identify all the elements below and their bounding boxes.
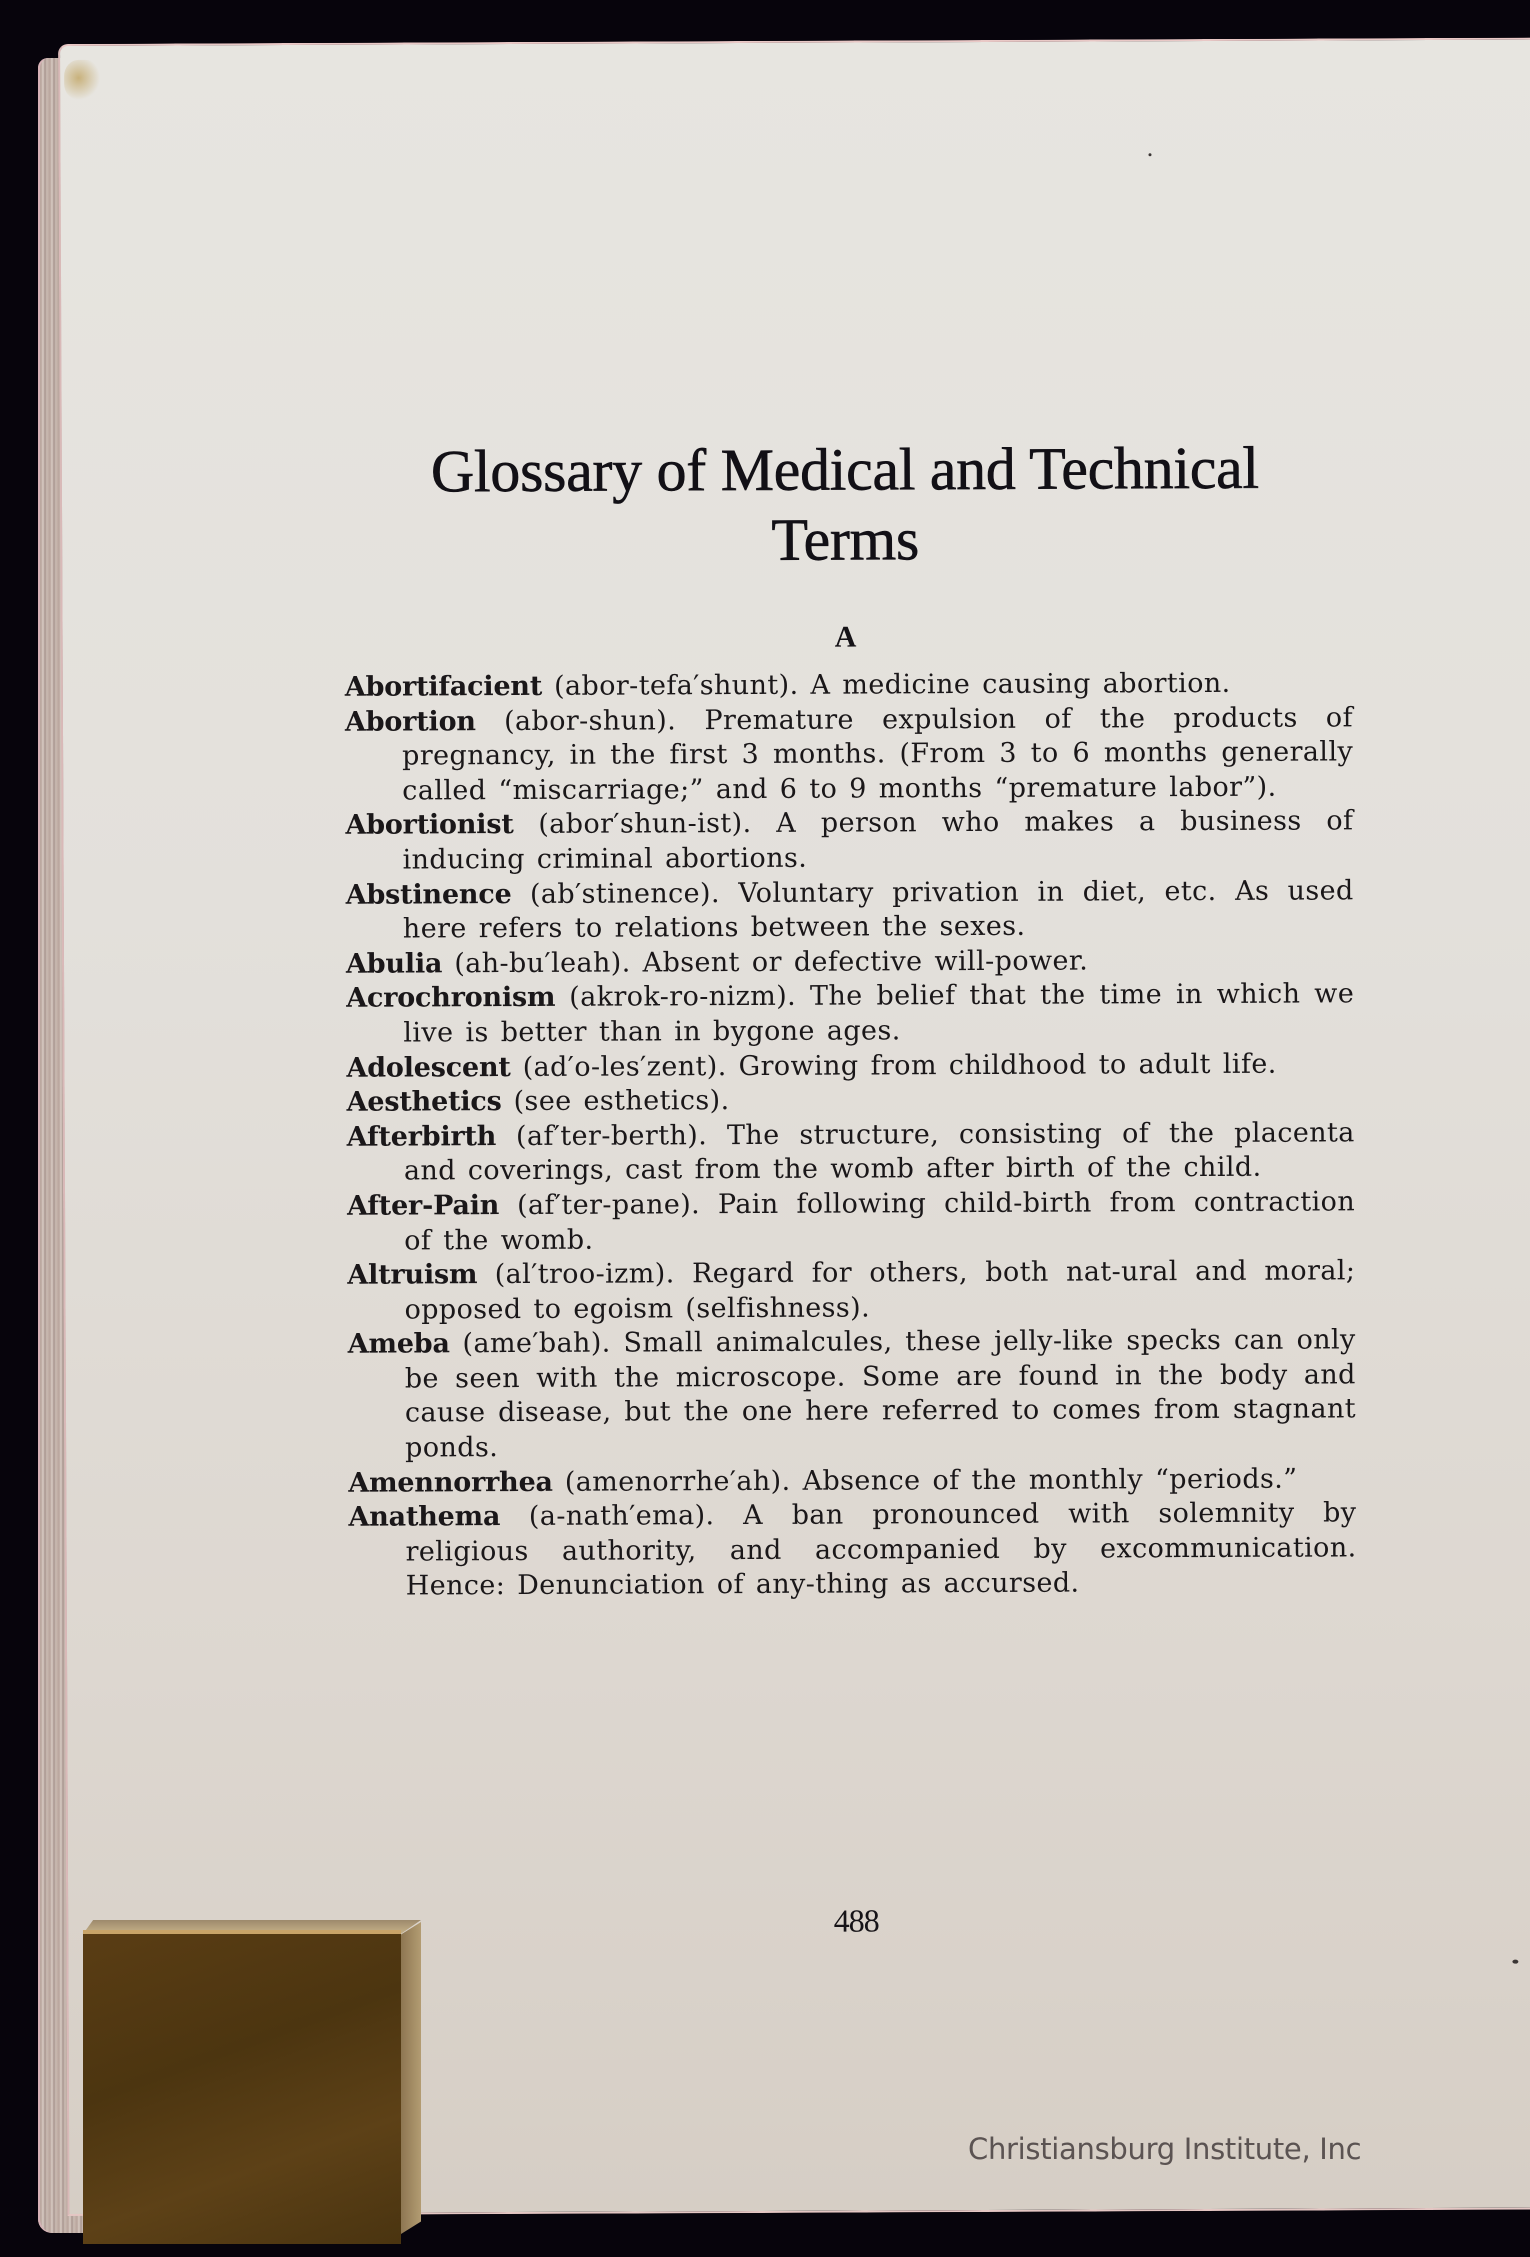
entry-term: Anathema: [348, 1501, 501, 1533]
entry-term: Ameba: [347, 1328, 450, 1361]
entry-pronunciation: (al′troo-izm).: [494, 1258, 675, 1291]
paper-speck: [1148, 153, 1151, 156]
gold-block-side-face: [401, 1922, 421, 2234]
glossary-entry: [348, 1324, 1357, 1467]
entry-term: Aesthetics: [346, 1086, 502, 1118]
entry-term: Amennorrhea: [348, 1466, 553, 1499]
entry-pronunciation: (af′ter-berth).: [515, 1119, 708, 1152]
glossary-entry: [346, 874, 1354, 948]
entry-definition: Small animalcules, these jelly-like specks can only be seen with the microscope. Some are found in the body and cause disease, but the one here referred to comes from stagnant ponds.: [404, 1324, 1357, 1464]
entry-term: Acrochronism: [346, 982, 556, 1015]
entry-pronunciation: (amenorrhe′ah).: [564, 1465, 791, 1498]
section-letter-heading: A: [834, 620, 857, 654]
entry-definition: Pain following child-birth from contraction of the womb.: [404, 1186, 1356, 1257]
entry-definition: Regard for others, both nat-ural and moral; opposed to egoism (selfishness).: [404, 1255, 1356, 1326]
gold-block: [83, 1930, 401, 2244]
glossary-entries: [345, 666, 1357, 1604]
entry-pronunciation: (ah-bu′leah).: [454, 947, 631, 980]
entry-pronunciation: (af′ter-pane).: [516, 1189, 701, 1221]
entry-definition: A ban pronounced with solemnity by religious authority, and accompanied by excommunication. Hence: Denunciation of any-thing as accursed.: [405, 1497, 1357, 1602]
glossary-entry: [347, 1116, 1355, 1190]
book-page: [58, 38, 1530, 2216]
entry-term: Abulia: [345, 948, 443, 980]
glossary-entry: [347, 1254, 1355, 1328]
watermark: Christiansburg Institute, Inc: [968, 2132, 1362, 2166]
entry-pronunciation: (akrok-ro-nizm).: [569, 981, 797, 1014]
entry-term: After-Pain: [347, 1189, 500, 1222]
glossary-entry: [346, 943, 1354, 982]
corner-stain: [64, 60, 100, 100]
glossary-entry: [348, 1462, 1356, 1501]
entry-definition: Voluntary privation in diet, etc. As used here refers to relations between the sexes.: [402, 874, 1354, 945]
entry-term: Abortifacient: [344, 670, 543, 703]
title-line-1: Glossary of Medical and Technical: [430, 434, 1259, 505]
glossary-entry: [346, 1047, 1354, 1086]
entry-pronunciation: (ab′stinence).: [529, 877, 720, 910]
entry-definition: A person who makes a business of inducing criminal abortions.: [402, 805, 1354, 876]
glossary-entry: [345, 805, 1353, 879]
entry-definition: The belief that the time in which we live is better than in bygone ages.: [403, 978, 1355, 1049]
glossary-entry: [345, 666, 1353, 705]
entry-definition: The structure, consisting of the placenta and coverings, cast from the womb after birth of the child.: [403, 1117, 1355, 1187]
glossary-entry: [345, 701, 1353, 809]
entry-pronunciation: (a-nath′ema).: [528, 1500, 715, 1533]
entry-term: Abortionist: [345, 809, 514, 842]
entry-pronunciation: (abor-tefa′shunt).: [554, 669, 799, 702]
entry-pronunciation: (ad′o-les′zent).: [522, 1050, 727, 1083]
entry-term: Abortion: [344, 705, 476, 738]
entry-definition: A medicine causing abortion.: [810, 667, 1231, 701]
entry-definition: Premature expulsion of the products of pregnancy, in the first 3 months. (From 3 to 6 months generally called “miscarriage;” and 6 to 9 months “premature labor”).: [402, 701, 1354, 807]
title-line-2: Terms: [771, 506, 920, 574]
entry-pronunciation: (abor′shun-ist).: [538, 808, 752, 841]
glossary-entry: [346, 978, 1354, 1052]
entry-pronunciation: (ame′bah).: [462, 1327, 611, 1360]
glossary-entry: [348, 1497, 1356, 1605]
paper-speck: [1512, 1960, 1518, 1964]
entry-definition: Absence of the monthly “periods.”: [802, 1463, 1298, 1497]
entry-term: Altruism: [347, 1259, 478, 1291]
page-number: 488: [833, 1902, 879, 1939]
entry-definition: Growing from childhood to adult life.: [738, 1048, 1277, 1082]
entry-term: Abstinence: [345, 878, 512, 911]
entry-pronunciation: (see esthetics).: [513, 1085, 730, 1118]
entry-definition: Absent or defective will-power.: [642, 945, 1089, 979]
glossary-entry: [347, 1081, 1355, 1120]
entry-term: Afterbirth: [346, 1120, 497, 1153]
page-title: [340, 433, 1351, 577]
entry-term: Adolescent: [346, 1051, 511, 1084]
entry-pronunciation: (abor-shun).: [503, 704, 677, 737]
glossary-entry: [347, 1185, 1355, 1259]
